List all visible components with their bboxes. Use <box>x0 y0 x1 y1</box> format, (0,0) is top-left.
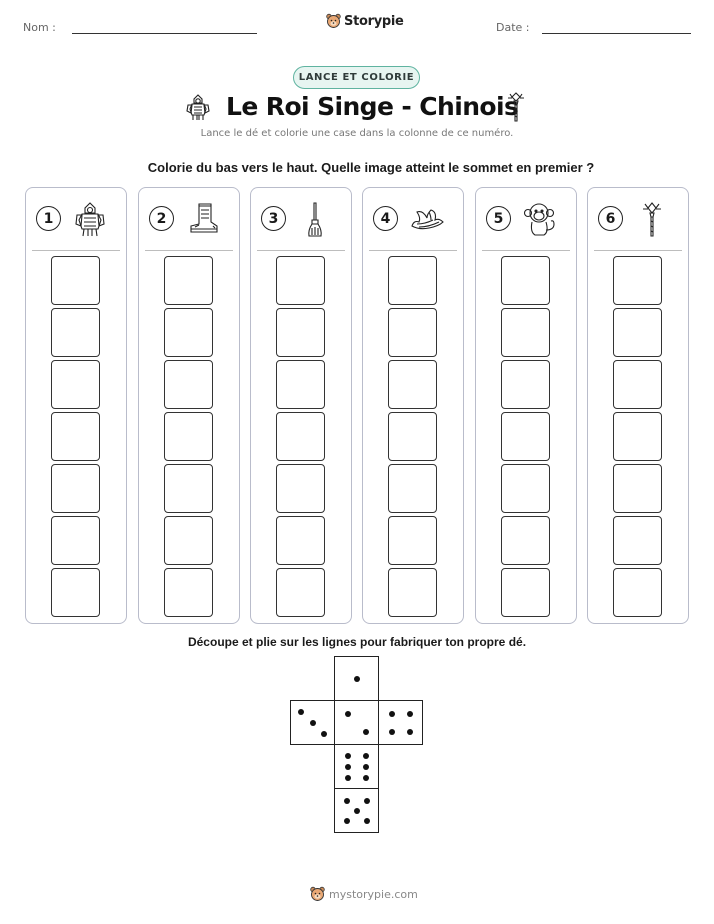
color-box[interactable] <box>51 568 100 617</box>
boot-icon <box>185 200 221 238</box>
column-number: 4 <box>373 206 398 231</box>
color-box[interactable] <box>613 568 662 617</box>
brush-icon <box>297 200 333 238</box>
die-pip <box>363 775 369 781</box>
footer-url[interactable]: mystorypie.com <box>329 887 418 901</box>
color-box[interactable] <box>164 568 213 617</box>
date-line[interactable] <box>542 33 691 34</box>
color-box[interactable] <box>501 568 550 617</box>
column-divider <box>369 250 457 251</box>
column-3 <box>250 187 352 624</box>
color-box[interactable] <box>276 412 325 461</box>
color-box[interactable] <box>164 412 213 461</box>
color-box[interactable] <box>501 256 550 305</box>
bear-logo-icon <box>326 13 341 29</box>
color-box[interactable] <box>276 308 325 357</box>
color-box[interactable] <box>51 256 100 305</box>
color-box[interactable] <box>501 412 550 461</box>
color-box[interactable] <box>276 516 325 565</box>
column-divider <box>32 250 120 251</box>
color-box[interactable] <box>51 516 100 565</box>
die-pip <box>363 753 369 759</box>
die-pip <box>389 729 395 735</box>
color-box[interactable] <box>164 360 213 409</box>
color-box[interactable] <box>388 464 437 513</box>
die-pip <box>354 808 360 814</box>
die-pip <box>364 798 370 804</box>
die-pip <box>354 676 360 682</box>
color-box[interactable] <box>501 308 550 357</box>
bear-logo-icon <box>310 886 325 902</box>
column-5 <box>475 187 577 624</box>
die-pip <box>344 798 350 804</box>
die-pip <box>298 709 304 715</box>
color-box[interactable] <box>613 464 662 513</box>
die-face-5 <box>334 788 379 833</box>
color-box[interactable] <box>388 308 437 357</box>
die-pip <box>363 764 369 770</box>
die-pip <box>389 711 395 717</box>
date-label: Date : <box>496 21 530 34</box>
color-box[interactable] <box>501 360 550 409</box>
color-box[interactable] <box>501 516 550 565</box>
color-box[interactable] <box>388 256 437 305</box>
color-box[interactable] <box>613 256 662 305</box>
storypie-logo <box>326 13 404 29</box>
color-box[interactable] <box>388 568 437 617</box>
color-box[interactable] <box>276 568 325 617</box>
staff-icon <box>505 91 527 123</box>
activity-badge: LANCE ET COLORIE <box>293 66 420 89</box>
column-4 <box>362 187 464 624</box>
color-box[interactable] <box>164 464 213 513</box>
column-6 <box>587 187 689 624</box>
column-number: 2 <box>149 206 174 231</box>
die-pip <box>407 729 413 735</box>
color-box[interactable] <box>51 360 100 409</box>
die-pip <box>344 818 350 824</box>
color-box[interactable] <box>388 516 437 565</box>
die-pip <box>321 731 327 737</box>
die-pip <box>364 818 370 824</box>
column-divider <box>594 250 682 251</box>
die-face-6 <box>334 744 379 789</box>
name-line[interactable] <box>72 33 257 34</box>
die-pip <box>407 711 413 717</box>
armored-warrior-icon <box>72 200 108 238</box>
page-title: Le Roi Singe - Chinois <box>226 92 519 121</box>
column-number: 6 <box>598 206 623 231</box>
die-face-4 <box>378 700 423 745</box>
die-pip <box>345 764 351 770</box>
color-box[interactable] <box>388 412 437 461</box>
color-box[interactable] <box>276 360 325 409</box>
color-box[interactable] <box>276 464 325 513</box>
column-number: 1 <box>36 206 61 231</box>
column-2 <box>138 187 240 624</box>
color-box[interactable] <box>613 516 662 565</box>
cut-instruction: Découpe et plie sur les lignes pour fabriquer ton propre dé. <box>187 635 527 649</box>
color-box[interactable] <box>501 464 550 513</box>
color-box[interactable] <box>388 360 437 409</box>
column-divider <box>482 250 570 251</box>
logo-text: Storypie <box>344 13 404 29</box>
die-pip <box>363 729 369 735</box>
die-pip <box>310 720 316 726</box>
color-box[interactable] <box>164 256 213 305</box>
color-box[interactable] <box>51 412 100 461</box>
warrior-icon <box>185 93 211 121</box>
die-face-3 <box>290 700 335 745</box>
column-number: 5 <box>486 206 511 231</box>
die-face-1 <box>334 656 379 701</box>
color-box[interactable] <box>51 464 100 513</box>
coloring-instruction: Colorie du bas vers le haut. Quelle image atteint le sommet en premier ? <box>147 160 595 175</box>
color-box[interactable] <box>613 412 662 461</box>
column-number: 3 <box>261 206 286 231</box>
footer <box>310 886 418 902</box>
column-divider <box>145 250 233 251</box>
color-box[interactable] <box>613 308 662 357</box>
die-pip <box>345 775 351 781</box>
die-pip <box>345 711 351 717</box>
die-pip <box>345 753 351 759</box>
column-divider <box>257 250 345 251</box>
color-box[interactable] <box>164 516 213 565</box>
color-box[interactable] <box>613 360 662 409</box>
cloud-icon <box>409 200 445 238</box>
color-box[interactable] <box>164 308 213 357</box>
monkey-icon <box>522 200 558 238</box>
column-1 <box>25 187 127 624</box>
color-box[interactable] <box>51 308 100 357</box>
color-box[interactable] <box>276 256 325 305</box>
die-face-2 <box>334 700 379 745</box>
name-label: Nom : <box>23 21 56 34</box>
page-subtitle: Lance le dé et colorie une case dans la colonne de ce numéro. <box>200 128 514 139</box>
staff-icon <box>634 200 670 238</box>
